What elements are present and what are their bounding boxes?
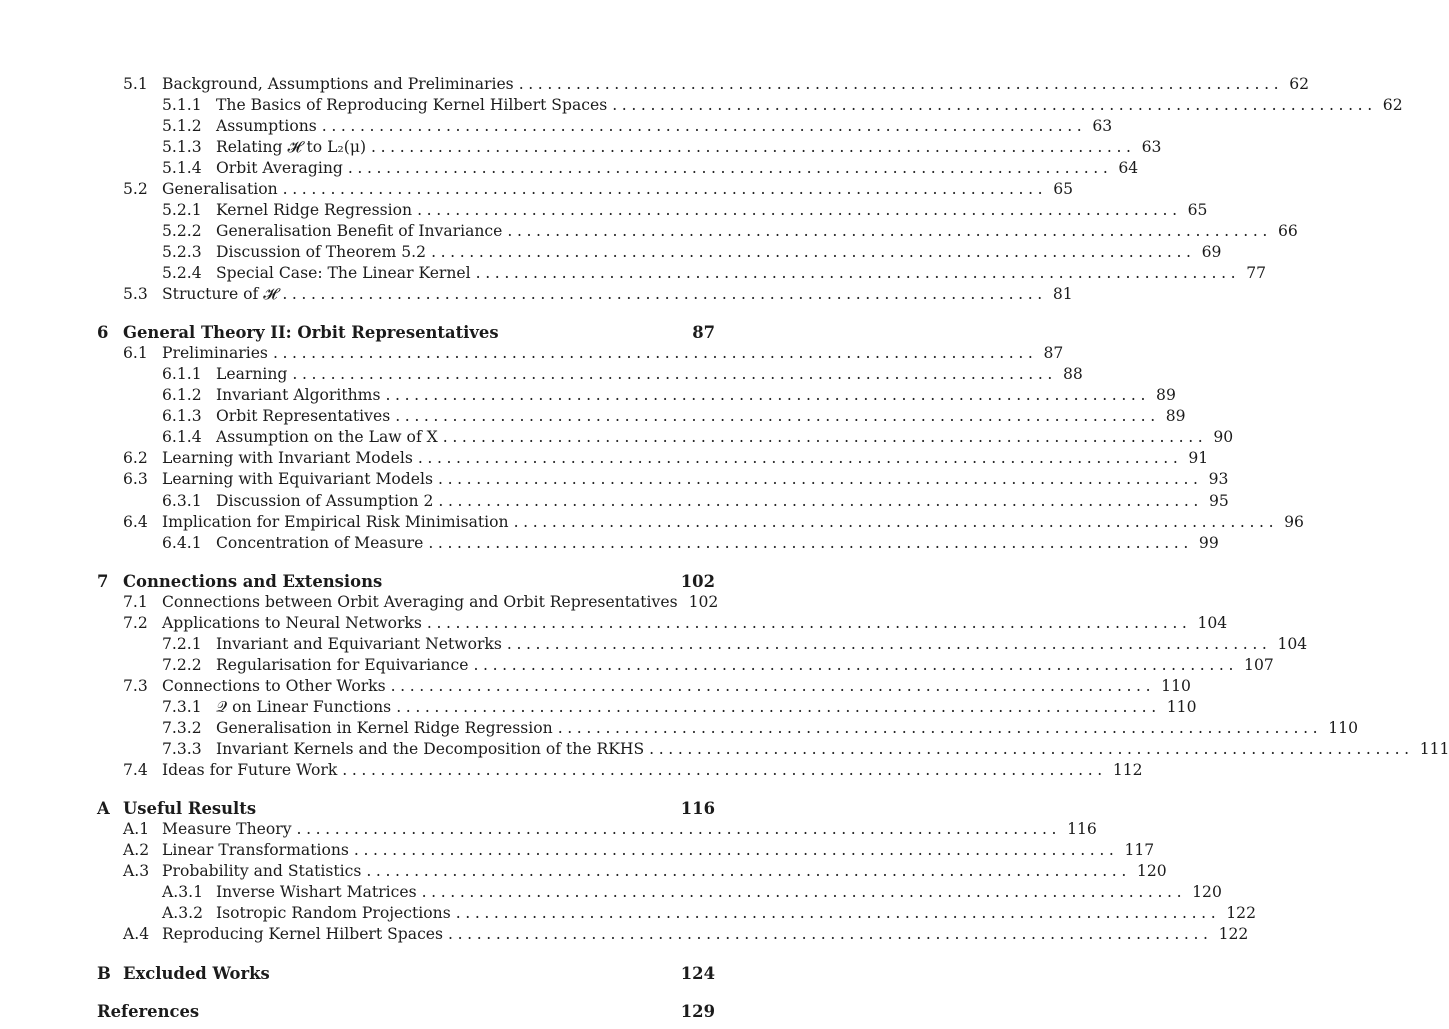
toc-dot-leader: ................................................................................ — [390, 677, 1156, 695]
toc-section-entry[interactable] — [162, 95, 1403, 116]
toc-section-entry[interactable] — [162, 137, 1162, 158]
toc-entry-title: Assumptions — [216, 117, 317, 135]
toc-entry-number: 6.4 — [123, 513, 148, 531]
toc-page-number: 102 — [688, 593, 719, 611]
toc-dot-leader: ................................................................................ — [296, 820, 1062, 838]
toc-section-entry[interactable] — [123, 819, 1097, 840]
toc-entry-title: Special Case: The Linear Kernel — [216, 264, 471, 282]
toc-page-number: 63 — [1092, 117, 1113, 135]
toc-entry-number: 5.2.4 — [162, 264, 202, 282]
toc-entry-title: Implication for Empirical Risk Minimisation — [162, 513, 509, 531]
toc-page-number: 62 — [1382, 96, 1403, 114]
toc-page-number: 104 — [1277, 635, 1308, 653]
toc-chapter-entry[interactable] — [97, 571, 715, 592]
toc-entry-title: Generalisation — [162, 180, 278, 198]
toc-entry-title: Learning — [216, 365, 288, 383]
toc-page-number: 112 — [1112, 761, 1143, 779]
toc-page-number: 64 — [1118, 159, 1139, 177]
toc-chapter-entry[interactable] — [97, 798, 715, 819]
toc-entry-number: 6.1.3 — [162, 407, 202, 425]
toc-section-entry[interactable] — [123, 924, 1249, 945]
toc-entry-title: Invariant Algorithms — [216, 386, 381, 404]
toc-entry-title: Ideas for Future Work — [162, 761, 338, 779]
toc-page-number: 89 — [1165, 407, 1186, 425]
toc-dot-leader: ................................................................................ — [371, 138, 1136, 156]
toc-entry-number: 7.4 — [123, 761, 148, 779]
toc-dot-leader: ................................................................................ — [347, 159, 1113, 177]
toc-page-number: 110 — [1161, 677, 1191, 695]
toc-entry-title: Discussion of Assumption 2 — [216, 492, 434, 510]
toc-dot-leader: ................................................................................ — [612, 96, 1377, 114]
toc-section-entry[interactable] — [162, 263, 1267, 284]
toc-dot-leader: ................................................................................ — [455, 904, 1221, 922]
toc-entry-number: 5.1 — [123, 75, 148, 93]
toc-section-entry[interactable] — [162, 718, 1358, 739]
toc-section-entry[interactable] — [123, 613, 1228, 634]
toc-dot-leader: ................................................................................ — [282, 285, 1047, 303]
toc-page-number: 122 — [1226, 904, 1257, 922]
toc-entry-title: Linear Transformations — [162, 841, 349, 859]
toc-page-number: 117 — [1124, 841, 1155, 859]
toc-dot-leader: ................................................................................ — [438, 470, 1203, 488]
toc-section-entry[interactable] — [123, 469, 1229, 490]
toc-page-number: 116 — [1067, 820, 1097, 838]
toc-entry-title: Generalisation in Kernel Ridge Regression — [216, 719, 553, 737]
toc-page-number: 66 — [1277, 222, 1298, 240]
toc-entry-number: 6.1.4 — [162, 428, 202, 446]
toc-section-entry[interactable] — [162, 882, 1222, 903]
toc-entry-number: 5.1.3 — [162, 138, 202, 156]
toc-entry-number: A.4 — [123, 925, 150, 943]
toc-section-entry[interactable] — [162, 242, 1222, 263]
toc-page-number: 102 — [680, 572, 715, 591]
toc-page-number: 120 — [1192, 883, 1222, 901]
toc-entry-title: 𝒬 on Linear Functions — [216, 698, 392, 716]
toc-entry-number: 5.1.2 — [162, 117, 202, 135]
toc-dot-leader: ................................................................................ — [518, 75, 1284, 93]
toc-entry-number: 7.2.1 — [162, 635, 202, 653]
toc-dot-leader: ................................................................................ — [395, 407, 1160, 425]
toc-dot-leader: ................................................................................ — [475, 264, 1241, 282]
toc-page-number: 111 — [1419, 740, 1449, 758]
toc-section-entry[interactable] — [162, 739, 1449, 760]
toc-entry-title: The Basics of Reproducing Kernel Hilbert Spaces — [216, 96, 608, 114]
toc-entry-number: 5.3 — [123, 285, 148, 303]
toc-page-number: 65 — [1187, 201, 1208, 219]
toc-page-number: 87 — [692, 323, 715, 342]
toc-page-number: 62 — [1289, 75, 1310, 93]
toc-entry-number: 5.2 — [123, 180, 148, 198]
toc-page-number: 124 — [680, 964, 715, 983]
toc-entry-number: 5.2.1 — [162, 201, 202, 219]
toc-entry-title: Assumption on the Law of X — [216, 428, 438, 446]
toc-entry-title: Isotropic Random Projections — [216, 904, 451, 922]
toc-page-number: 122 — [1218, 925, 1249, 943]
toc-entry-title: Reproducing Kernel Hilbert Spaces — [162, 925, 444, 943]
toc-entry-number: 5.1.1 — [162, 96, 202, 114]
toc-section-entry[interactable] — [123, 448, 1209, 469]
toc-page-number: 88 — [1062, 365, 1083, 383]
toc-section-entry[interactable] — [162, 533, 1219, 554]
toc-entry-title: Useful Results — [123, 799, 257, 818]
toc-entry-title: Measure Theory — [162, 820, 292, 838]
toc-dot-leader: ................................................................................ — [342, 761, 1107, 779]
toc-entry-number: 7 — [97, 572, 109, 591]
toc-dot-leader: ................................................................................ — [428, 534, 1193, 552]
toc-section-entry[interactable] — [162, 655, 1274, 676]
toc-dot-leader: ................................................................................ — [649, 740, 1414, 758]
toc-entry-number: A.3 — [123, 862, 150, 880]
toc-entry-number: 6.3.1 — [162, 492, 202, 510]
toc-dot-leader: ................................................................................ — [292, 365, 1057, 383]
toc-page-number: 110 — [1166, 698, 1197, 716]
toc-entry-number: 5.2.2 — [162, 222, 202, 240]
toc-dot-leader: ................................................................................ — [507, 222, 1272, 240]
toc-section-entry[interactable] — [123, 74, 1310, 95]
toc-entry-title: Generalisation Benefit of Invariance — [216, 222, 503, 240]
toc-entry-number: B — [97, 964, 111, 983]
toc-page-number: 107 — [1244, 656, 1274, 674]
toc-page-number: 116 — [680, 799, 715, 818]
toc-page-number: 77 — [1246, 264, 1267, 282]
toc-dot-leader: ................................................................................ — [282, 180, 1048, 198]
toc-page-number: 104 — [1197, 614, 1228, 632]
toc-entry-number: 6.1 — [123, 344, 148, 362]
toc-dot-leader: ................................................................................ — [473, 656, 1239, 674]
toc-entry-number: 7.2 — [123, 614, 148, 632]
toc-entry-number: 6.1.1 — [162, 365, 202, 383]
toc-chapter-entry[interactable] — [97, 1001, 715, 1022]
toc-chapter-entry[interactable] — [97, 963, 715, 984]
toc-entry-title: Excluded Works — [123, 964, 270, 983]
toc-entry-number: 7.2.2 — [162, 656, 202, 674]
toc-page-number: 93 — [1208, 470, 1229, 488]
toc-page-number: 89 — [1156, 386, 1176, 404]
toc-page-number: 87 — [1043, 344, 1064, 362]
toc-page-number: 90 — [1213, 428, 1234, 446]
toc-dot-leader: ................................................................................ — [438, 492, 1203, 510]
toc-entry-title: Concentration of Measure — [216, 534, 424, 552]
toc-section-entry[interactable] — [162, 903, 1257, 924]
toc-entry-number: A.3.2 — [162, 904, 204, 922]
toc-dot-leader: ................................................................................ — [396, 698, 1161, 716]
toc-entry-title: Orbit Averaging — [216, 159, 343, 177]
toc-entry-title: Structure of 𝓗 — [162, 285, 278, 303]
toc-section-entry[interactable] — [162, 158, 1139, 179]
toc-section-entry[interactable] — [162, 200, 1208, 221]
toc-section-entry[interactable] — [162, 697, 1197, 718]
toc-entry-title: Relating 𝓗 to L₂(μ) — [216, 138, 367, 156]
toc-dot-leader: ................................................................................ — [448, 925, 1213, 943]
toc-entry-number: 6.2 — [123, 449, 148, 467]
toc-entry-number: A.3.1 — [162, 883, 204, 901]
toc-entry-title: General Theory II: Orbit Representatives — [123, 323, 499, 342]
toc-dot-leader: ................................................................................ — [506, 635, 1272, 653]
toc-section-entry[interactable] — [123, 676, 1191, 697]
toc-page-number: 65 — [1053, 180, 1074, 198]
toc-dot-leader: ................................................................................ — [385, 386, 1151, 404]
toc-page-number: 69 — [1201, 243, 1222, 261]
toc-dot-leader: ................................................................................ — [272, 344, 1038, 362]
toc-dot-leader: ................................................................................ — [321, 117, 1087, 135]
toc-entry-title: Discussion of Theorem 5.2 — [216, 243, 427, 261]
toc-entry-title: References — [97, 1002, 200, 1021]
toc-chapter-entry[interactable] — [97, 322, 715, 343]
toc-entry-title: Probability and Statistics — [162, 862, 362, 880]
toc-entry-title: Connections and Extensions — [123, 572, 383, 591]
toc-page-number: 81 — [1052, 285, 1073, 303]
toc-section-entry[interactable] — [123, 179, 1074, 200]
toc-entry-number: 6 — [97, 323, 109, 342]
toc-entry-title: Inverse Wishart Matrices — [216, 883, 417, 901]
toc-entry-number: 6.1.2 — [162, 386, 202, 404]
toc-entry-number: A — [97, 799, 110, 818]
toc-section-entry[interactable] — [123, 840, 1155, 861]
toc-section-entry[interactable] — [162, 364, 1083, 385]
toc-entry-title: Applications to Neural Networks — [162, 614, 422, 632]
toc-entry-title: Preliminaries — [162, 344, 268, 362]
toc-dot-leader: ................................................................................ — [442, 428, 1208, 446]
toc-section-entry[interactable] — [162, 491, 1229, 512]
toc-section-entry[interactable] — [123, 512, 1304, 533]
toc-entry-number: 7.3.2 — [162, 719, 202, 737]
toc-section-entry[interactable] — [162, 406, 1186, 427]
toc-section-entry[interactable] — [162, 116, 1113, 137]
toc-page-number: 129 — [680, 1002, 715, 1021]
toc-dot-leader: ................................................................................ — [431, 243, 1196, 261]
toc-section-entry[interactable] — [123, 760, 1143, 781]
toc-dot-leader: ................................................................................ — [353, 841, 1119, 859]
toc-section-entry[interactable] — [162, 634, 1308, 655]
toc-dot-leader: ................................................................................ — [417, 201, 1182, 219]
toc-entry-number: A.1 — [123, 820, 150, 838]
toc-entry-number: 5.2.3 — [162, 243, 202, 261]
toc-entry-title: Learning with Invariant Models — [162, 449, 413, 467]
toc-page-number: 99 — [1198, 534, 1219, 552]
toc-section-entry[interactable] — [162, 427, 1234, 448]
toc-entry-number: 5.1.4 — [162, 159, 202, 177]
toc-dot-leader: ................................................................................ — [417, 449, 1183, 467]
toc-section-entry[interactable] — [162, 221, 1298, 242]
toc-entry-title: Kernel Ridge Regression — [216, 201, 413, 219]
toc-entry-title: Regularisation for Equivariance — [216, 656, 469, 674]
toc-dot-leader: ................................................................................ — [557, 719, 1323, 737]
toc-page-number: 63 — [1141, 138, 1162, 156]
toc-entry-title: Invariant and Equivariant Networks — [216, 635, 502, 653]
toc-page-number: 91 — [1188, 449, 1209, 467]
toc-section-entry[interactable] — [123, 861, 1167, 882]
toc-entry-title: Connections to Other Works — [162, 677, 386, 695]
toc-section-entry[interactable] — [123, 592, 719, 613]
toc-entry-number: 6.4.1 — [162, 534, 202, 552]
toc-page-number: 120 — [1136, 862, 1167, 880]
toc-section-entry[interactable] — [162, 385, 1176, 406]
toc-entry-title: Orbit Representatives — [216, 407, 391, 425]
toc-page-number: 96 — [1284, 513, 1304, 531]
toc-entry-number: 7.3.3 — [162, 740, 202, 758]
toc-dot-leader: ................................................................................ — [366, 862, 1131, 880]
toc-entry-number: A.2 — [123, 841, 150, 859]
toc-entry-number: 7.3 — [123, 677, 148, 695]
toc-entry-number: 7.3.1 — [162, 698, 202, 716]
toc-section-entry[interactable] — [123, 343, 1064, 364]
toc-entry-number: 6.3 — [123, 470, 148, 488]
toc-dot-leader: ................................................................................ — [426, 614, 1192, 632]
toc-dot-leader: ................................................................................ — [421, 883, 1187, 901]
toc-entry-number: 7.1 — [123, 593, 148, 611]
toc-entry-title: Background, Assumptions and Preliminaries — [162, 75, 514, 93]
toc-section-entry[interactable] — [123, 284, 1073, 305]
toc-entry-title: Invariant Kernels and the Decomposition of the RKHS — [216, 740, 645, 758]
toc-entry-title: Learning with Equivariant Models — [162, 470, 434, 488]
toc-page-number: 95 — [1208, 492, 1229, 510]
toc-page-number: 110 — [1328, 719, 1358, 737]
toc-dot-leader: ................................................................................ — [513, 513, 1279, 531]
toc-entry-title: Connections between Orbit Averaging and Orbit Representatives — [162, 593, 678, 611]
